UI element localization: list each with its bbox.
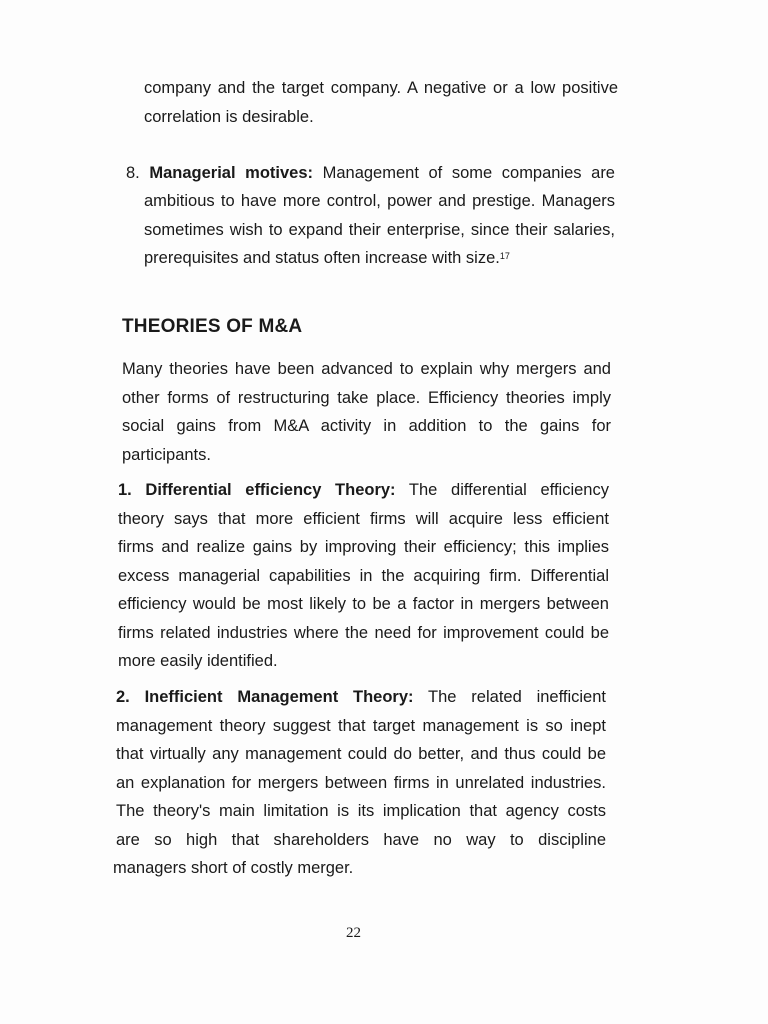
managerial-motives-body (144, 187, 615, 273)
text-line (126, 159, 615, 188)
theory-text: The related inefficient (428, 688, 606, 706)
footnote-marker: 17 (499, 251, 510, 261)
text-line: that virtually any management could do better, and thus could be (116, 745, 606, 763)
item-text: Management of some companies are (322, 164, 615, 182)
continuation-paragraph (144, 74, 618, 131)
text-line: are so high that shareholders have no way to discipline (116, 830, 606, 849)
text-line: company and the target company. A negative or a low positive (144, 79, 618, 97)
text-line: sometimes wish to expand their enterprise, since their salaries, (144, 220, 615, 239)
page-number: 22 (346, 925, 361, 941)
text-line: management theory suggest that target management is so inept (116, 716, 606, 735)
theory-title: 2. Inefficient Management Theory: (116, 688, 414, 706)
text-line (118, 476, 609, 505)
text-line: Many theories have been advanced to explain why mergers and (122, 360, 611, 378)
theory-title: 1. Differential efficiency Theory: (118, 481, 396, 499)
text-line (144, 244, 615, 273)
text-line: managers short of costly merger. (113, 859, 354, 877)
item-text: prerequisites and status often increase with size. (144, 249, 500, 267)
theory-text: The differential efficiency (408, 481, 609, 499)
inefficient-management-paragraph (113, 683, 606, 883)
differential-efficiency-paragraph (118, 476, 609, 676)
text-line: excess managerial capabilities in the acquiring firm. Differential (118, 566, 609, 585)
text-line (116, 683, 606, 712)
managerial-motives-item (126, 159, 615, 188)
item-number: 8. (126, 164, 140, 182)
text-line: firms and realize gains by improving their efficiency; this implies (118, 538, 609, 556)
text-line: efficiency would be most likely to be a factor in mergers between (118, 595, 609, 613)
text-line: other forms of restructuring take place. Efficiency theories imply (122, 388, 611, 407)
text-line: more easily identified. (118, 652, 278, 670)
section-heading: THEORIES OF M&A (122, 316, 303, 337)
text-line: The theory's main limitation is its implication that agency costs (116, 802, 606, 820)
text-line: correlation is desirable. (144, 107, 314, 126)
text-line: an explanation for mergers between firms in unrelated industries. (116, 773, 606, 792)
text-line: firms related industries where the need for improvement could be (118, 623, 609, 642)
text-line: ambitious to have more control, power and prestige. Managers (144, 192, 615, 210)
text-line: participants. (122, 445, 211, 464)
intro-paragraph (122, 355, 611, 469)
text-line: social gains from M&A activity in addition to the gains for (122, 417, 611, 435)
text-line: theory says that more efficient firms will acquire less efficient (118, 509, 609, 528)
item-title: Managerial motives: (149, 164, 313, 182)
